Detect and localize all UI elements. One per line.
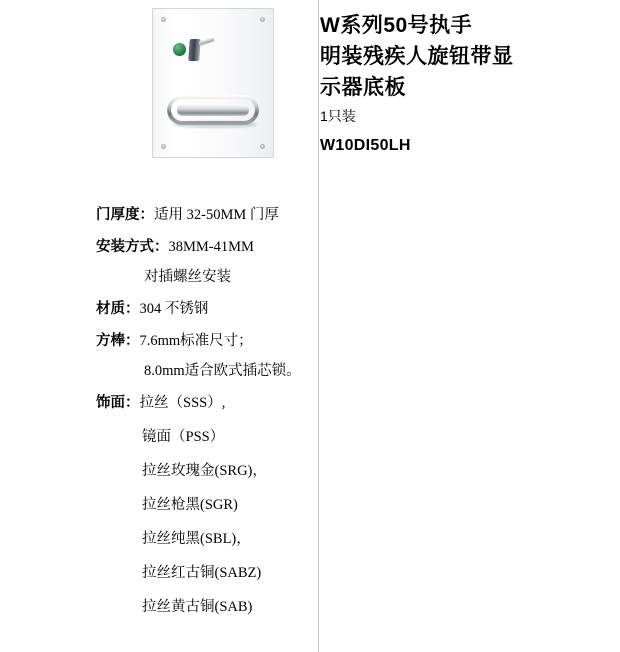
finish-option: 拉丝红古铜(SABZ)	[142, 565, 262, 581]
finish-option: 拉丝纯黑(SBL)，	[142, 531, 251, 547]
door-handle-graphic	[167, 95, 259, 125]
spec-label: 安装方式：	[96, 239, 169, 255]
page-title-line-3: 示器底板	[320, 76, 406, 99]
spec-value: 7.6mm标准尺寸；	[139, 333, 253, 349]
spec-label: 材质：	[96, 301, 140, 317]
product-image	[152, 8, 274, 158]
spec-value: 38MM-41MM	[168, 239, 254, 255]
spec-row	[96, 299, 311, 319]
finish-value-first: 拉丝（SSS）,	[139, 395, 226, 411]
finish-label: 饰面：	[96, 395, 140, 411]
indicator-green-dot-icon	[173, 43, 186, 56]
spec-label: 门厚度：	[96, 207, 154, 223]
spec-row	[96, 331, 311, 381]
spec-value: 适用 32-50MM 门厚	[154, 207, 279, 223]
screw-icon	[260, 144, 265, 149]
spec-value-continued: 8.0mm适合欧式插芯锁。	[144, 363, 301, 379]
page-title-line-2: 明装残疾人旋钮带显	[320, 45, 514, 68]
indicator-lever-icon	[198, 37, 214, 46]
specification-list	[96, 205, 311, 629]
screw-icon	[161, 17, 166, 22]
finish-row	[96, 393, 311, 617]
model-number: W10DI50LH	[320, 137, 411, 154]
spec-value: 304 不锈钢	[139, 301, 209, 317]
handle-inner-bar	[177, 104, 249, 116]
finish-option: 拉丝枪黑(SGR)	[142, 497, 238, 513]
handle-shadow	[173, 121, 257, 128]
spec-row	[96, 205, 311, 225]
screw-icon	[161, 144, 166, 149]
screw-icon	[260, 17, 265, 22]
page-title-line-1: W系列50号执手	[320, 14, 473, 37]
spec-value-continued: 对插螺丝安装	[144, 269, 231, 285]
finish-option: 拉丝玫瑰金(SRG)，	[142, 463, 267, 479]
title-block	[320, 10, 610, 155]
finish-option: 拉丝黄古铜(SAB)	[142, 599, 253, 615]
spec-row	[96, 237, 311, 287]
finish-option: 镜面（PSS）	[142, 429, 225, 445]
packaging-label: 1只装	[320, 108, 356, 124]
occupancy-indicator-icon	[173, 39, 215, 63]
spec-label: 方棒：	[96, 333, 140, 349]
vertical-divider	[318, 0, 319, 652]
